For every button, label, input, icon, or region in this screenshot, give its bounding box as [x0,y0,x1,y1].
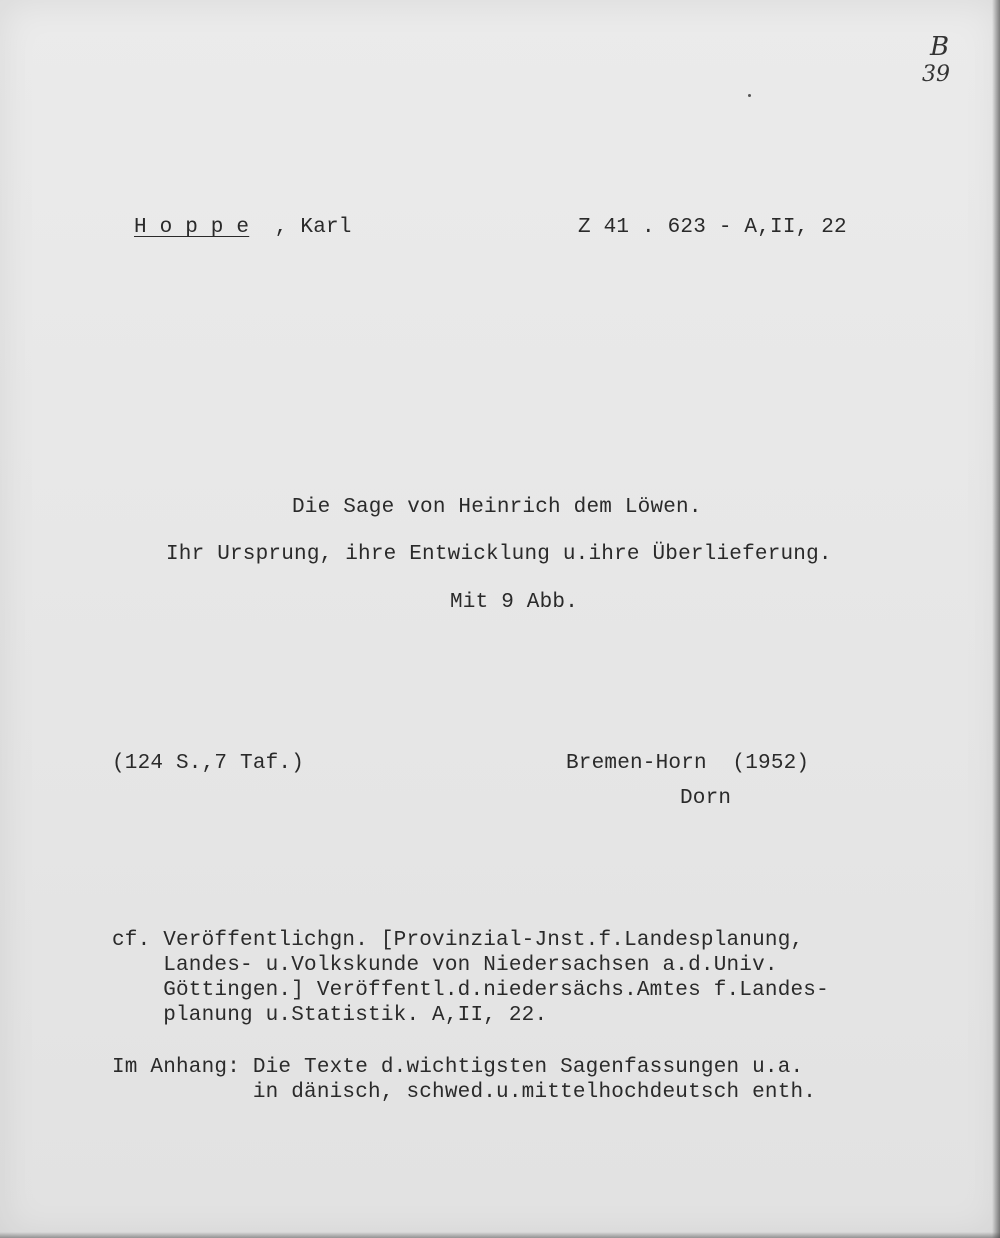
speck [748,94,751,97]
card-edge-shadow [992,0,1000,1238]
title-line-3: Mit 9 Abb. [450,591,579,614]
author-surname: H o p p e [134,216,250,239]
series-note-line-1: cf. Veröffentlichgn. [Provinzial-Jnst.f.Landesplanung, [112,929,804,952]
series-note-line-3: Göttingen.] Veröffentl.d.niedersächs.Amtes f.Landes- [112,979,829,1002]
series-note-line-4: planung u.Statistik. A,II, 22. [112,1004,548,1027]
shelfmark: Z 41 . 623 - A,II, 22 [578,216,847,239]
publisher: Dorn [680,787,732,810]
card-bottom-shadow [0,1232,1000,1238]
appendix-note-line-1: Im Anhang: Die Texte d.wichtigsten Sagenfassungen u.a. [112,1056,804,1079]
corner-mark-number: 39 [922,62,950,87]
collation: (124 S.,7 Taf.) [112,752,305,775]
appendix-note-line-2: in dänisch, schwed.u.mittelhochdeutsch enth. [112,1081,817,1104]
title-line-2: Ihr Ursprung, ihre Entwicklung u.ihre Überlieferung. [166,543,832,566]
title-line-1: Die Sage von Heinrich dem Löwen. [292,496,702,519]
series-note-line-2: Landes- u.Volkskunde von Niedersachsen a.d.Univ. [112,954,778,977]
place-year: Bremen-Horn (1952) [566,752,810,775]
author-given-name: , Karl [262,216,352,239]
corner-mark-letter: B [930,32,950,62]
